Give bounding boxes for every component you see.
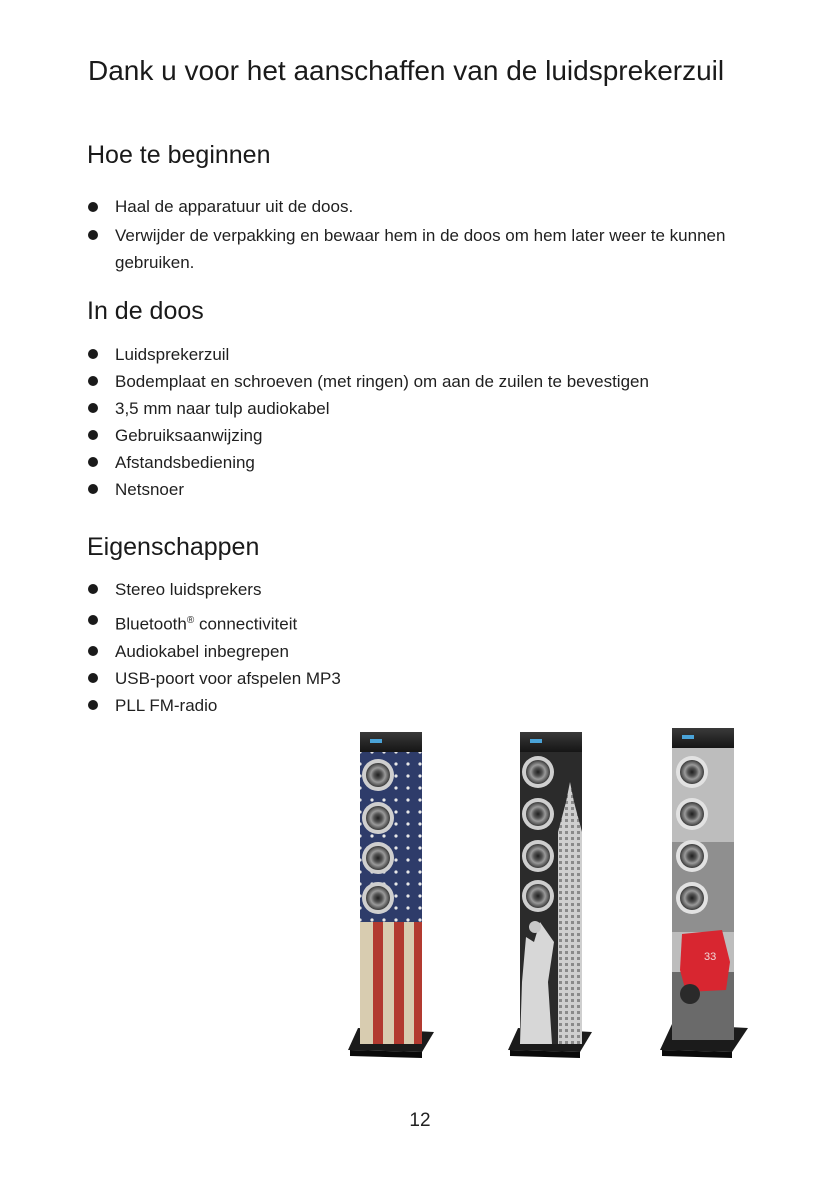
list-item: Afstandsbediening <box>88 449 788 476</box>
section-heading-in-box: In de doos <box>87 297 204 325</box>
page-number: 12 <box>409 1110 431 1131</box>
getting-started-list <box>88 192 748 276</box>
scooter-number: 33 <box>704 951 717 963</box>
list-item: Stereo luidsprekers <box>88 576 788 603</box>
list-item: Audiokabel inbegrepen <box>88 638 788 665</box>
list-item: PLL FM-radio <box>88 692 788 719</box>
list-item: USB-poort voor afspelen MP3 <box>88 665 788 692</box>
list-item: 3,5 mm naar tulp audiokabel <box>88 395 788 422</box>
american-flag-tower <box>348 732 434 1058</box>
section-heading-getting-started: Hoe te beginnen <box>87 141 271 169</box>
bluetooth-suffix: connectiviteit <box>194 614 298 634</box>
list-item: Haal de apparatuur uit de doos. <box>88 192 748 222</box>
new-york-tower <box>508 732 592 1058</box>
list-item: Bodemplaat en schroeven (met ringen) om aan de zuilen te bevestigen <box>88 368 788 395</box>
list-item: Netsnoer <box>88 476 788 503</box>
features-list <box>88 576 788 719</box>
rome-scooter-tower <box>660 728 748 1058</box>
section-heading-features: Eigenschappen <box>87 533 260 561</box>
list-item: Verwijder de verpakking en bewaar hem in de doos om hem later weer te kunnen gebruiken. <box>88 222 748 276</box>
registered-mark: ® <box>186 615 195 626</box>
bluetooth-label: Bluetooth <box>115 614 187 634</box>
page-title: Dank u voor het aanschaffen van de luidsprekerzuil <box>88 55 725 86</box>
speaker-towers-photo <box>330 722 770 1072</box>
list-item: Gebruiksaanwijzing <box>88 422 788 449</box>
in-box-list <box>88 341 788 503</box>
list-item: Luidsprekerzuil <box>88 341 788 368</box>
list-item-bluetooth <box>88 607 788 638</box>
